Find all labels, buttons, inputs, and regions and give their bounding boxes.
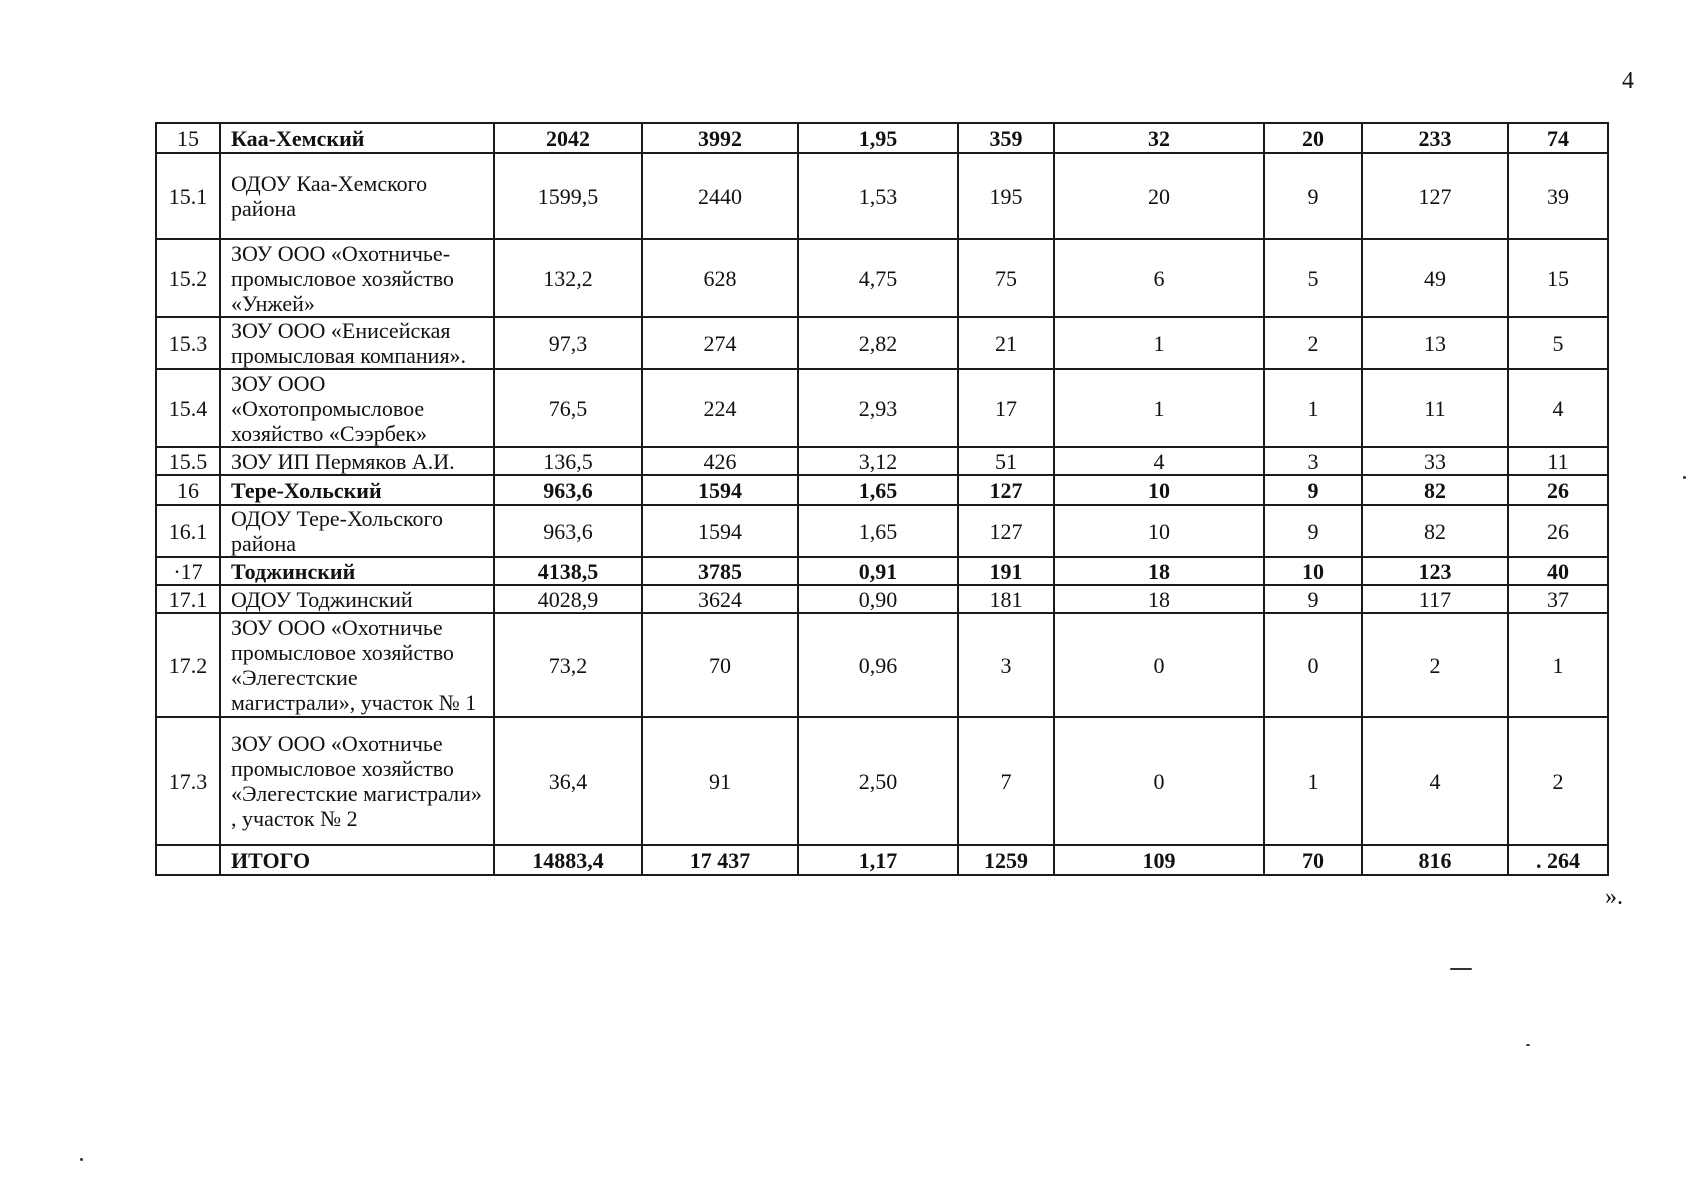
value-cell: 963,6 <box>494 505 642 557</box>
value-cell: 33 <box>1362 447 1508 475</box>
value-cell: 224 <box>642 369 798 447</box>
table-row <box>156 317 1608 369</box>
row-name: ОДОУ Каа-Хемского района <box>220 153 494 239</box>
value-cell: 4 <box>1362 717 1508 845</box>
value-cell: 628 <box>642 239 798 317</box>
value-cell: 117 <box>1362 585 1508 613</box>
value-cell: 1594 <box>642 505 798 557</box>
value-cell: 9 <box>1264 505 1362 557</box>
value-cell: 123 <box>1362 557 1508 585</box>
value-cell: 0,96 <box>798 613 958 717</box>
value-cell: 4138,5 <box>494 557 642 585</box>
value-cell: 2 <box>1264 317 1362 369</box>
scan-speck <box>1526 1044 1530 1046</box>
value-cell: 127 <box>958 475 1054 505</box>
value-cell: 3 <box>1264 447 1362 475</box>
value-cell: 2 <box>1508 717 1608 845</box>
value-cell: 13 <box>1362 317 1508 369</box>
value-cell: 1,65 <box>798 475 958 505</box>
value-cell: 97,3 <box>494 317 642 369</box>
value-cell: 1 <box>1054 317 1264 369</box>
value-cell: 1,53 <box>798 153 958 239</box>
value-cell: 17 437 <box>642 845 798 875</box>
row-number: 15 <box>156 123 220 153</box>
table-row <box>156 475 1608 505</box>
value-cell: 3,12 <box>798 447 958 475</box>
value-cell: 132,2 <box>494 239 642 317</box>
value-cell: 74 <box>1508 123 1608 153</box>
value-cell: 3992 <box>642 123 798 153</box>
value-cell: 0 <box>1054 613 1264 717</box>
table-row <box>156 505 1608 557</box>
row-number: 15.5 <box>156 447 220 475</box>
value-cell: 127 <box>1362 153 1508 239</box>
value-cell: 4,75 <box>798 239 958 317</box>
row-name: ЗОУ ИП Пермяков А.И. <box>220 447 494 475</box>
value-cell: 10 <box>1264 557 1362 585</box>
row-name: ЗОУ ООО «Охотничье промысловое хозяйство «Элегестские магистрали» , участок № 2 <box>220 717 494 845</box>
scan-speck <box>1683 476 1686 479</box>
value-cell: 0,91 <box>798 557 958 585</box>
row-number: ·17 <box>156 557 220 585</box>
value-cell: 0 <box>1054 717 1264 845</box>
row-name: ОДОУ Тоджинский <box>220 585 494 613</box>
value-cell: 9 <box>1264 585 1362 613</box>
table-row <box>156 613 1608 717</box>
row-name: ЗОУ ООО «Охотничье-промысловое хозяйство «Унжей» <box>220 239 494 317</box>
table-row <box>156 153 1608 239</box>
value-cell: 191 <box>958 557 1054 585</box>
value-cell: 274 <box>642 317 798 369</box>
value-cell: 21 <box>958 317 1054 369</box>
table-row <box>156 717 1608 845</box>
value-cell: 136,5 <box>494 447 642 475</box>
value-cell: 39 <box>1508 153 1608 239</box>
row-name: Каа-Хемский <box>220 123 494 153</box>
value-cell: 37 <box>1508 585 1608 613</box>
row-name: ЗОУ ООО «Енисейская промысловая компания». <box>220 317 494 369</box>
value-cell: 32 <box>1054 123 1264 153</box>
value-cell: 2,50 <box>798 717 958 845</box>
value-cell: 1259 <box>958 845 1054 875</box>
table-row <box>156 369 1608 447</box>
value-cell: 109 <box>1054 845 1264 875</box>
value-cell: 3 <box>958 613 1054 717</box>
row-number: 17.3 <box>156 717 220 845</box>
value-cell: 1,17 <box>798 845 958 875</box>
value-cell: 5 <box>1264 239 1362 317</box>
page-number: 4 <box>1622 68 1634 94</box>
value-cell: 2,82 <box>798 317 958 369</box>
value-cell: 20 <box>1264 123 1362 153</box>
row-number: 17.2 <box>156 613 220 717</box>
value-cell: 70 <box>1264 845 1362 875</box>
value-cell: 40 <box>1508 557 1608 585</box>
value-cell: 0 <box>1264 613 1362 717</box>
value-cell: 14883,4 <box>494 845 642 875</box>
scan-speck <box>80 1158 83 1161</box>
row-name: Тоджинский <box>220 557 494 585</box>
value-cell: 73,2 <box>494 613 642 717</box>
table-body <box>156 123 1608 875</box>
value-cell: 11 <box>1508 447 1608 475</box>
closing-quote-mark: ». <box>1605 884 1623 910</box>
value-cell: 9 <box>1264 153 1362 239</box>
row-name: ЗОУ ООО «Охотопромысловое хозяйство «Сээрбек» <box>220 369 494 447</box>
value-cell: 2,93 <box>798 369 958 447</box>
value-cell: 10 <box>1054 505 1264 557</box>
value-cell: 17 <box>958 369 1054 447</box>
value-cell: 1599,5 <box>494 153 642 239</box>
row-name: ИТОГО <box>220 845 494 875</box>
value-cell: 82 <box>1362 505 1508 557</box>
value-cell: 76,5 <box>494 369 642 447</box>
value-cell: 127 <box>958 505 1054 557</box>
value-cell: 195 <box>958 153 1054 239</box>
value-cell: 181 <box>958 585 1054 613</box>
value-cell: 4028,9 <box>494 585 642 613</box>
value-cell: 49 <box>1362 239 1508 317</box>
total-row <box>156 845 1608 875</box>
value-cell: 1,65 <box>798 505 958 557</box>
value-cell: 11 <box>1362 369 1508 447</box>
row-number: 15.1 <box>156 153 220 239</box>
row-number: 16.1 <box>156 505 220 557</box>
value-cell: 4 <box>1054 447 1264 475</box>
row-number: 17.1 <box>156 585 220 613</box>
value-cell: 15 <box>1508 239 1608 317</box>
value-cell: 26 <box>1508 475 1608 505</box>
value-cell: 82 <box>1362 475 1508 505</box>
row-name: Тере-Хольский <box>220 475 494 505</box>
value-cell: 1594 <box>642 475 798 505</box>
row-name: ОДОУ Тере-Хольского района <box>220 505 494 557</box>
value-cell: 426 <box>642 447 798 475</box>
row-name: ЗОУ ООО «Охотничье промысловое хозяйство «Элегестские магистрали», участок № 1 <box>220 613 494 717</box>
value-cell: 2440 <box>642 153 798 239</box>
data-table <box>155 122 1609 876</box>
value-cell: 359 <box>958 123 1054 153</box>
table-row <box>156 557 1608 585</box>
value-cell: 3785 <box>642 557 798 585</box>
value-cell: 18 <box>1054 557 1264 585</box>
value-cell: 963,6 <box>494 475 642 505</box>
value-cell: 0,90 <box>798 585 958 613</box>
row-number <box>156 845 220 875</box>
value-cell: 4 <box>1508 369 1608 447</box>
value-cell: . 264 <box>1508 845 1608 875</box>
value-cell: 26 <box>1508 505 1608 557</box>
value-cell: 2 <box>1362 613 1508 717</box>
value-cell: 20 <box>1054 153 1264 239</box>
value-cell: 75 <box>958 239 1054 317</box>
value-cell: 9 <box>1264 475 1362 505</box>
value-cell: 816 <box>1362 845 1508 875</box>
value-cell: 18 <box>1054 585 1264 613</box>
table-row <box>156 239 1608 317</box>
value-cell: 7 <box>958 717 1054 845</box>
value-cell: 10 <box>1054 475 1264 505</box>
row-number: 16 <box>156 475 220 505</box>
value-cell: 36,4 <box>494 717 642 845</box>
value-cell: 5 <box>1508 317 1608 369</box>
value-cell: 1 <box>1264 369 1362 447</box>
row-number: 15.4 <box>156 369 220 447</box>
value-cell: 6 <box>1054 239 1264 317</box>
value-cell: 2042 <box>494 123 642 153</box>
value-cell: 3624 <box>642 585 798 613</box>
value-cell: 1 <box>1508 613 1608 717</box>
table-row <box>156 447 1608 475</box>
table-row <box>156 585 1608 613</box>
row-number: 15.3 <box>156 317 220 369</box>
value-cell: 1,95 <box>798 123 958 153</box>
value-cell: 70 <box>642 613 798 717</box>
row-number: 15.2 <box>156 239 220 317</box>
value-cell: 1 <box>1054 369 1264 447</box>
value-cell: 91 <box>642 717 798 845</box>
scan-speck <box>1450 968 1472 970</box>
value-cell: 1 <box>1264 717 1362 845</box>
value-cell: 233 <box>1362 123 1508 153</box>
value-cell: 51 <box>958 447 1054 475</box>
table-row <box>156 123 1608 153</box>
